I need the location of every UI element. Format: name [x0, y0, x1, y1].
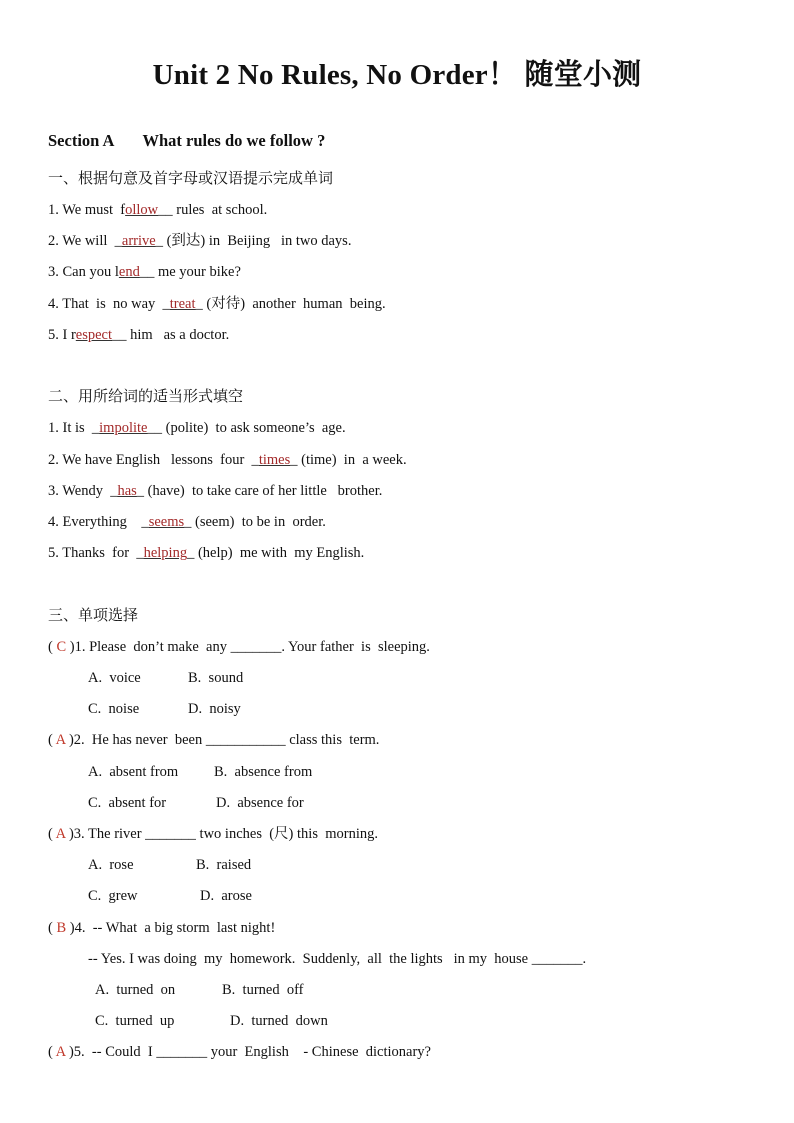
mc4-option-b: B. turned off — [222, 982, 304, 998]
mc-question-5: ( A )5. -- Could I _______ your English - Chinese dictionary? — [48, 1044, 431, 1060]
part1-item-1: 1. We must follow__ rules at school. — [48, 202, 268, 218]
mc2-option-b: B. absence from — [214, 764, 313, 780]
mc1-option-b: B. sound — [188, 670, 244, 686]
mc3-option-b: B. raised — [196, 857, 252, 873]
mc-answer-1: C — [56, 639, 67, 655]
mc3-option-d: D. arose — [200, 888, 252, 904]
mc4-reply: -- Yes. I was doing my homework. Suddenly, all the lights in my house _______. — [88, 951, 587, 967]
part2-item-5: 5. Thanks for _helping_ (help) me with my English. — [48, 545, 365, 561]
part1-heading: 一、根据句意及首字母或汉语提示完成单词 — [48, 169, 334, 187]
mc2-option-d: D. absence for — [216, 795, 304, 811]
page-title: Unit 2 No Rules, No Order！ 随堂小测 — [152, 57, 642, 91]
mc4-option-d: D. turned down — [230, 1013, 328, 1029]
mc2-option-c: C. absent for — [88, 795, 167, 811]
part2-item-3: 3. Wendy _has_ (have) to take care of her little brother. — [48, 483, 383, 499]
mc1-option-d: D. noisy — [188, 701, 241, 717]
mc3-option-c: C. grew — [88, 888, 138, 904]
mc2-option-a: A. absent from — [88, 764, 179, 780]
part2-item-4: 4. Everything _seems_ (seem) to be in order. — [48, 514, 326, 530]
part3-heading: 三、单项选择 — [48, 606, 139, 624]
mc-question-2: ( A )2. He has never been ___________ class this term. — [48, 732, 380, 748]
mc1-option-a: A. voice — [88, 670, 141, 686]
section-heading: Section A What rules do we follow ? — [48, 131, 326, 150]
part2-item-1: 1. It is _impolite__ (polite) to ask someone’s age. — [48, 420, 346, 436]
mc4-option-c: C. turned up — [95, 1013, 175, 1029]
mc-question-1: ( C )1. Please don’t make any _______. Your father is sleeping. — [48, 639, 430, 655]
mc-answer-3: A — [55, 826, 66, 842]
mc-question-3: ( A )3. The river _______ two inches (尺) this morning. — [48, 826, 378, 842]
mc1-option-c: C. noise — [88, 701, 140, 717]
part2-item-2: 2. We have English lessons four _times_ (time) in a week. — [48, 452, 407, 468]
mc-question-4: ( B )4. -- What a big storm last night! — [48, 920, 276, 936]
mc3-option-a: A. rose — [88, 857, 134, 873]
part1-item-2: 2. We will _arrive_ (到达) in Beijing in two days. — [48, 233, 352, 249]
part1-item-5: 5. I respect__ him as a doctor. — [48, 327, 230, 343]
part2-heading: 二、用所给词的适当形式填空 — [48, 387, 244, 405]
mc-answer-4: B — [56, 920, 67, 936]
mc-answer-5: A — [55, 1044, 66, 1060]
part1-item-4: 4. That is no way _treat_ (对待) another human being. — [48, 296, 386, 312]
part1-item-3: 3. Can you lend__ me your bike? — [48, 264, 241, 280]
mc4-option-a: A. turned on — [95, 982, 176, 998]
mc-answer-2: A — [55, 732, 66, 748]
